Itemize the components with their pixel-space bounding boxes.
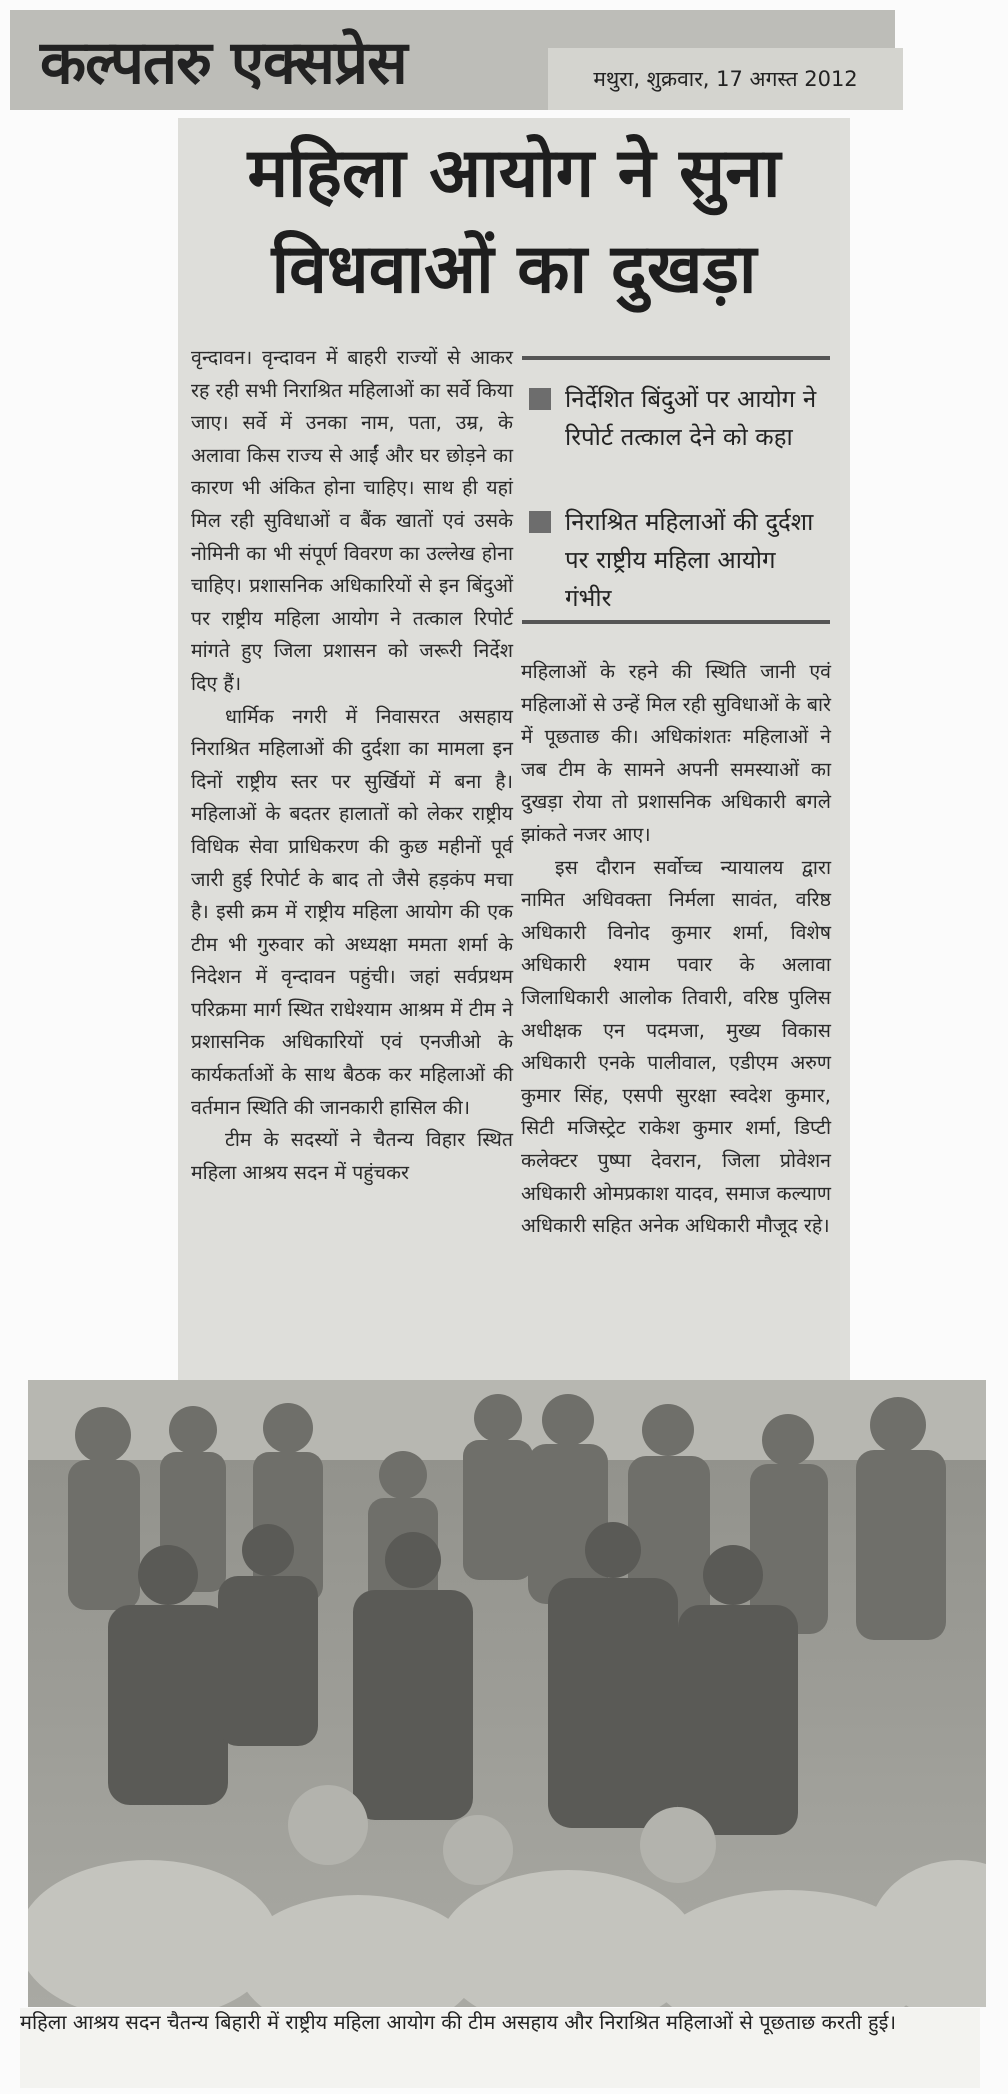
highlight-item: निर्देशित बिंदुओं पर आयोग ने रिपोर्ट तत्काल देने को कहा bbox=[529, 380, 829, 456]
highlight-bottom-rule bbox=[522, 620, 830, 624]
newspaper-name: कल्पतरु एक्सप्रेस bbox=[40, 28, 407, 98]
headline-line-1: महिला आयोग ने सुना bbox=[247, 134, 781, 213]
dateline: मथुरा, शुक्रवार, 17 अगस्त 2012 bbox=[548, 48, 903, 110]
bullet-square-icon bbox=[529, 511, 551, 533]
paragraph: वृन्दावन। वृन्दावन में बाहरी राज्यों से आकर रह रही सभी निराश्रित महिलाओं का सर्वे किया जाए। सर्वे में उनका नाम, पता, उम्र, के अलावा किस राज्य से आईं और घर छोड़ने का कारण भी अंकित होना चाहिए। साथ ही यहां मिल रही सुविधाओं व बैंक खातों एवं उसके नोमिनी का भी संपूर्ण विवरण का उल्लेख होना चाहिए। प्रशासनिक अधिकारियों से इन बिंदुओं पर राष्ट्रीय महिला आयोग ने तत्काल रिपोर्ट मांगते हुए जिला प्रशासन को जरूरी निर्देश दिए हैं। bbox=[191, 346, 513, 695]
paragraph: महिलाओं के रहने की स्थिति जानी एवं महिलाओं से उन्हें मिल रही सुविधाओं के बारे में पूछताछ की। अधिकांशतः महिलाओं ने जब टीम के सामने अपनी समस्याओं का दुखड़ा रोया तो प्रशासनिक अधिकारी बगले झांकते नजर आए। bbox=[521, 660, 831, 846]
paragraph: धार्मिक नगरी में निवासरत असहाय निराश्रित महिलाओं की दुर्दशा का मामला इन दिनों राष्ट्रीय स्तर पर सुर्खियों में बना है। महिलाओं के बदतर हालातों को लेकर राष्ट्रीय विधिक सेवा प्राधिकरण की कुछ महीनों पूर्व जारी हुई रिपोर्ट के बाद तो जैसे हड़कंप मचा है। इसी क्रम में राष्ट्रीय महिला आयोग की एक टीम भी गुरुवार को अध्यक्षा ममता शर्मा के निदेशन में वृन्दावन पहुंची। जहां सर्वप्रथम परिक्रमा मार्ग स्थित राधेश्याम आश्रम में टीम ने प्रशासनिक अधिकारियों एवं एनजीओ के कार्यकर्ताओं के साथ बैठक कर महिलाओं की वर्तमान स्थिति की जानकारी हासिल की। bbox=[191, 704, 513, 1119]
highlight-item: निराश्रित महिलाओं की दुर्दशा पर राष्ट्रीय महिला आयोग गंभीर bbox=[529, 503, 829, 617]
highlight-top-rule bbox=[522, 356, 830, 360]
right-column bbox=[521, 656, 831, 1243]
photo-caption: महिला आश्रय सदन चैतन्य बिहारी में राष्ट्रीय महिला आयोग की टीम असहाय और निराश्रित महिलाओं से पूछताछ करती हुई। bbox=[20, 2008, 980, 2088]
headline-line-2: विधवाओं का दुखड़ा bbox=[271, 230, 757, 309]
paragraph: टीम के सदस्यों ने चैतन्य विहार स्थित महिला आश्रय सदन में पहुंचकर bbox=[191, 1128, 513, 1184]
bullet-square-icon bbox=[529, 388, 551, 410]
news-photo bbox=[28, 1380, 986, 2007]
news-article bbox=[178, 118, 850, 1380]
paragraph: इस दौरान सर्वोच्च न्यायालय द्वारा नामित अधिवक्ता निर्मला सावंत, वरिष्ठ अधिकारी विनोद कुमार शर्मा, विशेष अधिकारी श्याम पवार के अलावा जिलाधिकारी आलोक तिवारी, वरिष्ठ पुलिस अधीक्षक एन पदमजा, मुख्य विकास अधिकारी एनके पालीवाल, एडीएम अरुण कुमार सिंह, एसपी सुरक्षा स्वदेश कुमार, सिटी मजिस्ट्रेट राकेश कुमार शर्मा, डिप्टी कलेक्टर पुष्पा देवरान, जिला प्रोवेशन अधिकारी ओमप्रकाश यादव, समाज कल्याण अधिकारी सहित अनेक अधिकारी मौजूद रहे। bbox=[521, 855, 831, 1238]
left-column bbox=[191, 342, 513, 1189]
